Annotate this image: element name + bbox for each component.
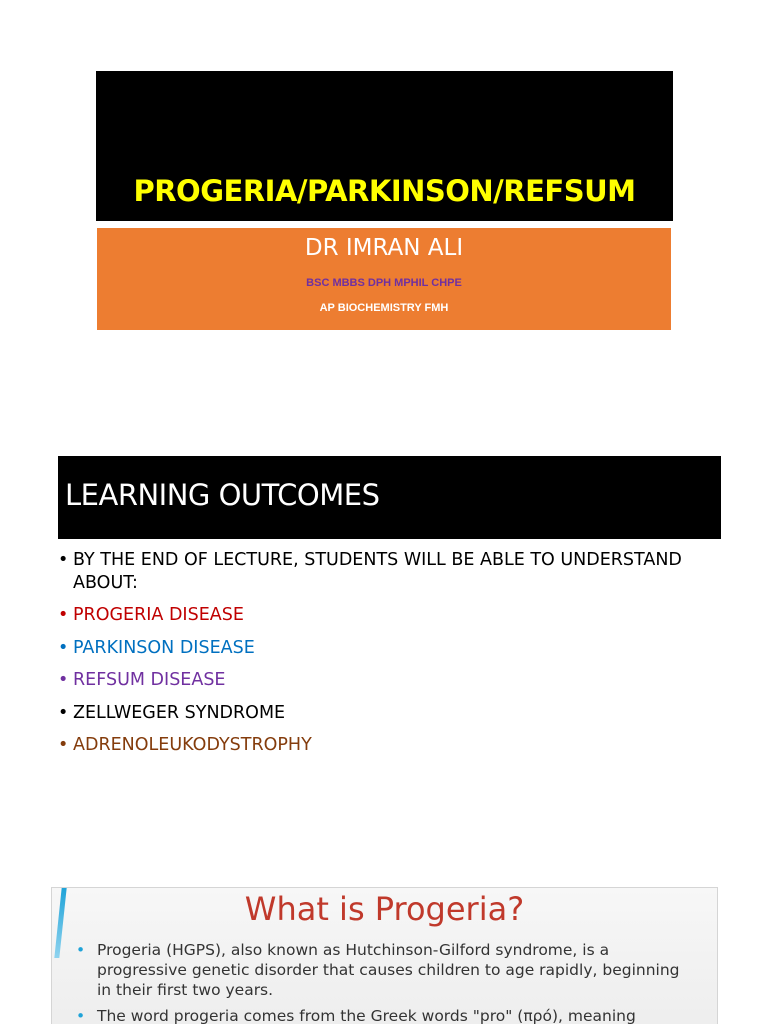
presentation-title: PROGERIA/PARKINSON/REFSUM xyxy=(133,174,636,208)
learning-outcomes-banner xyxy=(58,456,721,539)
author-role: AP BIOCHEMISTRY FMH xyxy=(319,302,449,314)
list-item-text: BY THE END OF LECTURE, STUDENTS WILL BE ABLE TO UNDERSTAND ABOUT: xyxy=(73,550,682,593)
author-name: DR IMRAN ALI xyxy=(304,235,464,261)
list-item xyxy=(58,669,718,692)
list-item xyxy=(58,549,718,595)
bullet-icon: • xyxy=(58,735,69,755)
bullet-icon: • xyxy=(58,670,69,690)
author-qualifications: BSC MBBS DPH MPHIL CHPE xyxy=(306,277,462,289)
bullet-icon: • xyxy=(76,1007,86,1024)
author-banner xyxy=(97,228,671,330)
paragraph xyxy=(76,1006,696,1024)
list-item xyxy=(58,637,718,660)
list-item-text: ADRENOLEUKODYSTROPHY xyxy=(73,735,312,755)
list-item-text: ZELLWEGER SYNDROME xyxy=(73,702,286,723)
paragraph xyxy=(76,940,696,1000)
paragraph-text: The word progeria comes from the Greek words "pro" (πρό), meaning xyxy=(97,1007,636,1024)
slide-body xyxy=(76,940,696,1024)
bullet-icon: • xyxy=(58,550,69,570)
slide-title: What is Progeria? xyxy=(244,890,525,928)
learning-outcomes-list xyxy=(58,549,718,767)
learning-outcomes-heading: LEARNING OUTCOMES xyxy=(65,478,380,512)
list-item-text: PARKINSON DISEASE xyxy=(73,637,255,658)
bullet-icon: • xyxy=(58,605,69,625)
list-item-text: PROGERIA DISEASE xyxy=(73,605,244,625)
title-banner xyxy=(96,71,673,221)
progeria-slide xyxy=(51,887,718,1024)
bullet-icon: • xyxy=(76,941,86,959)
list-item xyxy=(58,702,718,725)
list-item-text: REFSUM DISEASE xyxy=(73,670,226,690)
bullet-icon: • xyxy=(58,637,69,658)
list-item xyxy=(58,604,718,627)
list-item xyxy=(58,734,718,757)
bullet-icon: • xyxy=(58,702,69,723)
paragraph-text: Progeria (HGPS), also known as Hutchinson-Gilford syndrome, is a progressive genetic disorder that causes children to age rapidly, beginning in their first two years. xyxy=(97,941,680,999)
